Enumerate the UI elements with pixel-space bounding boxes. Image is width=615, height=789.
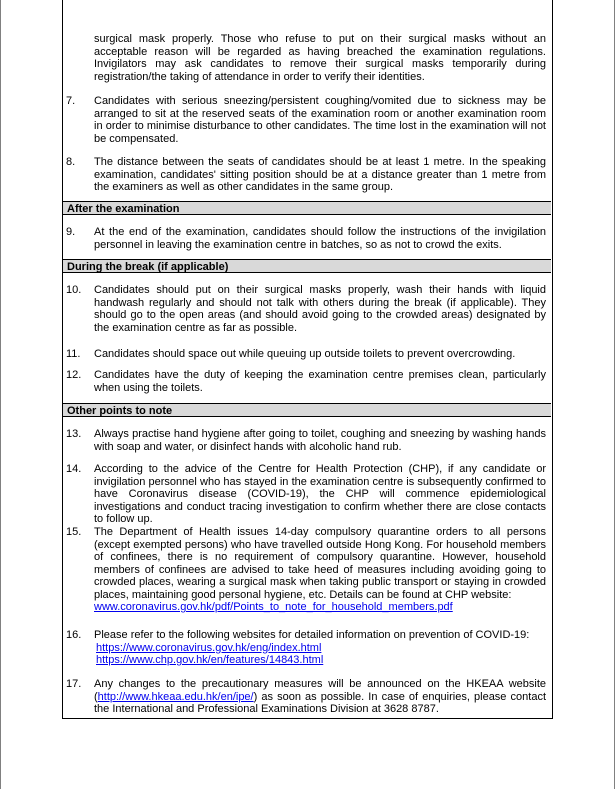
item-text: Candidates have the duty of keeping the examination centre premises clean, particularly when using the toilets.	[94, 369, 546, 394]
item-15-text: The Department of Health issues 14-day compulsory quarantine orders to all persons (except exempted persons) who have travelled outside Hong Kong. For household members of confinees, there is no requirement of compulsory quarantine. However, household members of confinees are advised to take heed of measures including avoiding going to crowded places, wearing a surgical mask when taking public transport or staying in crowded places, maintaining good personal hygiene, etc. Details can be found at CHP website:	[94, 526, 546, 601]
item-text: Candidates should put on their surgical masks properly, wash their hands with liquid handwash regularly and should not talk with others during the break (if applicable). They should go to the open areas (and should avoid going to the crowded areas) designated by the examination centre as far as possible.	[94, 284, 546, 334]
item-number: 17.	[66, 678, 82, 690]
section-heading-break: During the break (if applicable)	[63, 259, 551, 273]
item-text: surgical mask properly. Those who refuse to put on their surgical masks without an acceptable reason will be regarded as having breached the examination regulations. Invigilators may ask candidates to remove their surgical masks temporarily during registration/the taking of attendance in order to verify their identities.	[94, 33, 546, 83]
item-text: Candidates with serious sneezing/persistent coughing/vomited due to sickness may be arranged to sit at the reserved seats of the examination room or another examination room in order to minimise disturbance to other candidates. The time lost in the examination will not be compensated.	[94, 95, 546, 145]
item-number: 15.	[66, 526, 82, 538]
item-number: 14.	[66, 463, 82, 475]
section-heading-other: Other points to note	[63, 403, 551, 417]
item-number: 7.	[66, 95, 76, 107]
item-17-pre: Any changes to the precautionary measures will be announced on the HKEAA website (	[94, 678, 546, 703]
item-number: 9.	[66, 226, 76, 238]
item-text: Candidates should space out while queuing up outside toilets to prevent overcrowding.	[94, 348, 516, 360]
item-text: According to the advice of the Centre for Health Protection (CHP), if any candidate or invigilation personnel who has stayed in the examination centre is subsequently confirmed to have Coronavirus disease (COVID-19), the CHP will commence epidemiological investigations and conduct tracing investigation to confirm whether there are close contacts to follow up.	[94, 463, 546, 525]
coronavirus-link[interactable]: https://www.coronavirus.gov.hk/eng/index.html	[96, 641, 322, 654]
chp-link[interactable]: https://www.chp.gov.hk/en/features/14843.html	[96, 654, 324, 666]
item-text	[94, 678, 546, 716]
item-text	[94, 629, 546, 667]
item-17-post: ) as soon as possible. In case of enquiries, please contact the International and Professional Examinations Division at 3628 8787.	[94, 690, 546, 715]
item-16-text: Please refer to the following websites for detailed information on prevention of COVID-19:	[94, 629, 530, 641]
item-number: 12.	[66, 369, 82, 381]
item-number: 11.	[66, 348, 81, 360]
household-members-link[interactable]: www.coronavirus.gov.hk/pdf/Points_to_note_for_household_members.pdf	[94, 601, 453, 613]
section-heading-after: After the examination	[63, 201, 551, 215]
item-text: The distance between the seats of candidates should be at least 1 metre. In the speaking examination, candidates' sitting position should be at a distance greater than 1 metre from the examiners as well as other candidates in the same group.	[94, 156, 546, 193]
item-number: 8.	[66, 156, 76, 168]
item-text: At the end of the examination, candidates should follow the instructions of the invigilation personnel in leaving the examination centre in batches, so as not to crowd the exits.	[94, 226, 546, 251]
item-number: 10.	[66, 284, 82, 296]
hkeaa-link[interactable]: http://www.hkeaa.edu.hk/en/ipe/	[97, 690, 254, 703]
item-number: 13.	[66, 428, 82, 440]
item-number: 16.	[66, 629, 82, 641]
item-text: Always practise hand hygiene after going to toilet, coughing and sneezing by washing hands with soap and water, or disinfect hands with alcoholic hand rub.	[94, 428, 546, 453]
item-text	[94, 526, 546, 614]
